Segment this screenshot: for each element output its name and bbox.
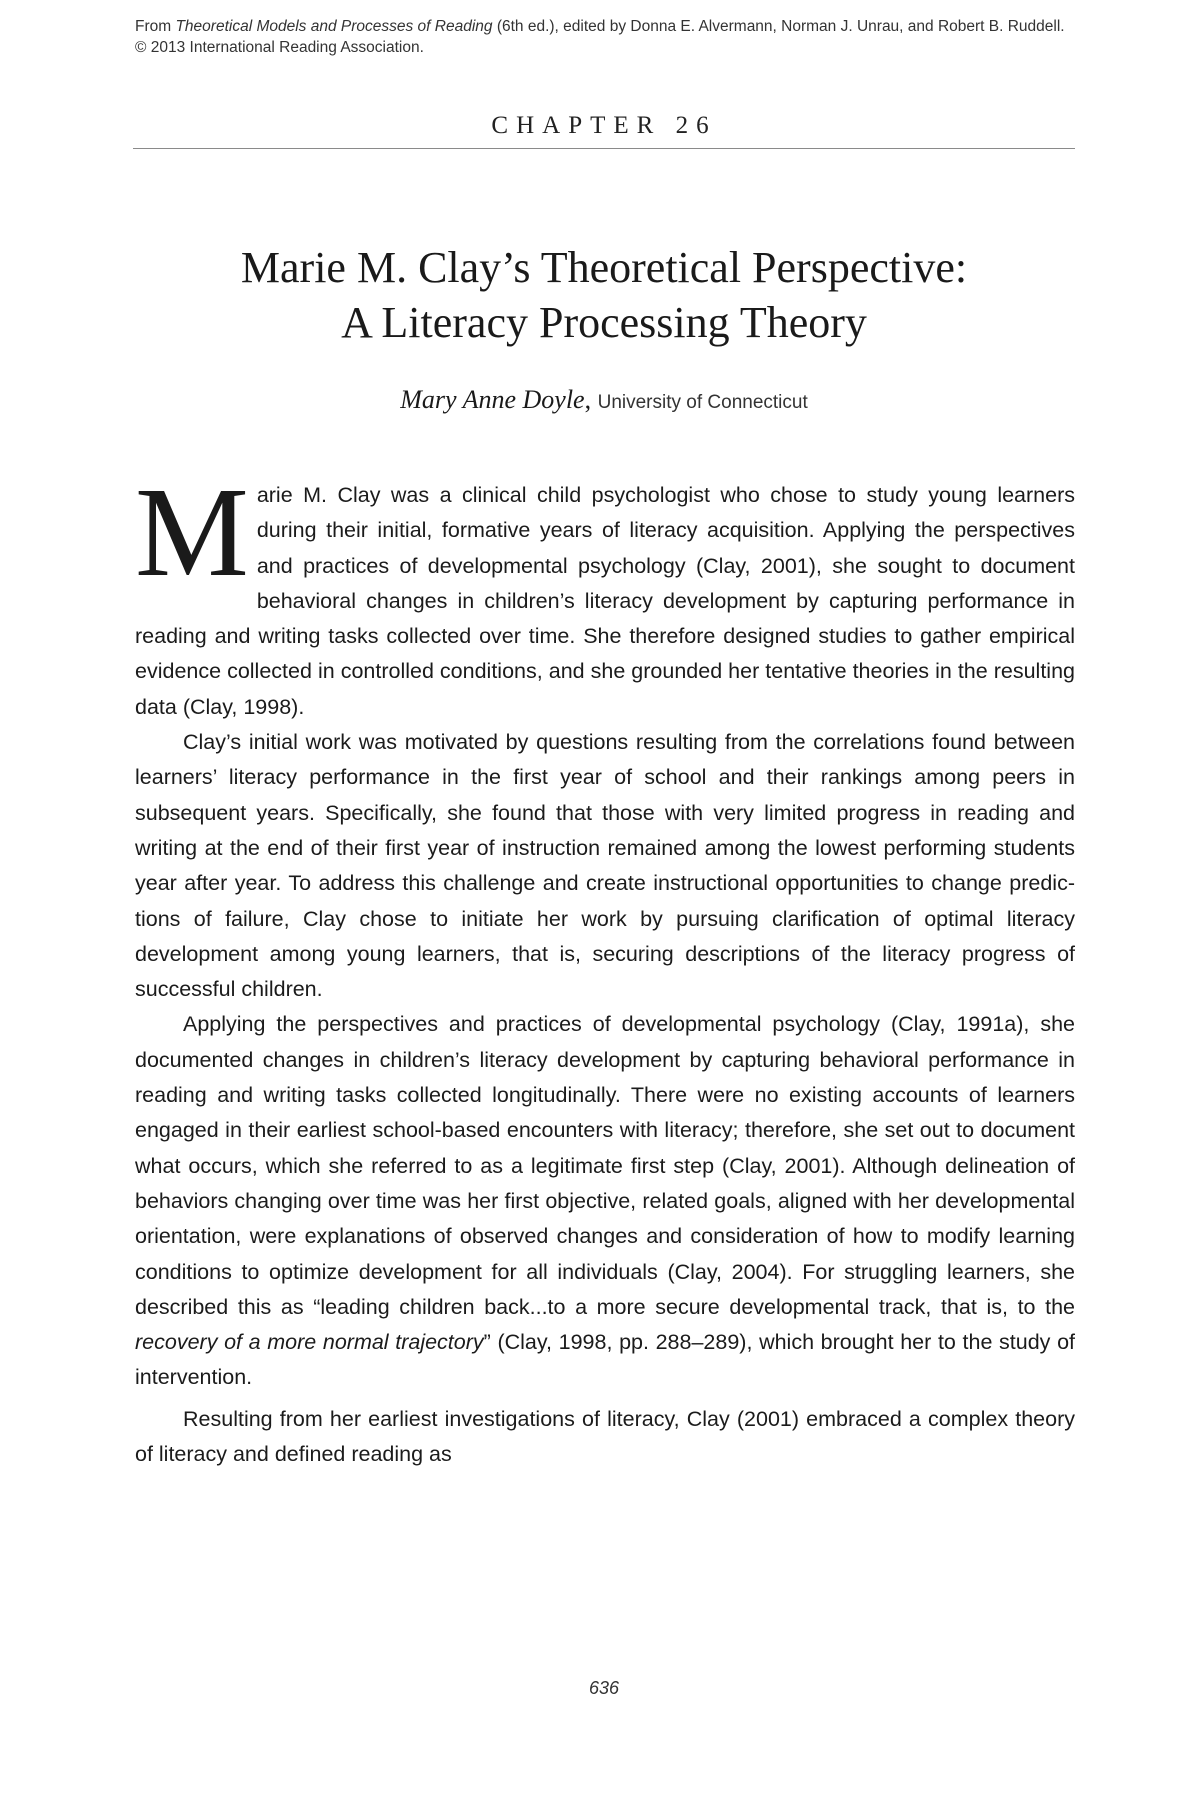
paragraph-1-text: arie M. Clay was a clinical child psychologist who chose to study young learners during their initial, formative years of literacy acquisition. Applying the perspectives and practices of developmental psychology (Clay, 2001), she sought to document behavioral changes in children’s literacy development by capturing performance in reading and writing tasks collected over time. She therefore designed studies to gather empirical evidence collected in controlled conditions, and she grounded her tentative theories in the resulting data (Clay, 1998). [135,483,1075,719]
author-name: Mary Anne Doyle [400,385,585,414]
chapter-rule [133,148,1075,149]
paragraph-4-text: Resulting from her earliest investigations of literacy, Clay (2001) embraced a complex theory of literacy and defined reading as [135,1406,1075,1467]
chapter-label: CHAPTER 26 [491,112,717,139]
paragraph-3-italic: recovery of a more normal trajectory [135,1330,484,1355]
byline [133,385,1075,415]
source-note [135,16,1075,58]
title-line-2: A Literacy Processing Theory [341,298,867,347]
drop-cap: M [135,461,249,603]
paragraph-2-text: Clay’s initial work was motivated by questions resulting from the correlations found between learners’ literacy performance in the first year of school and their rankings among peers in subsequent years. Specifically, she found that those with very limited progress in reading and writing at the end of their first year of instruction remained among the lowest performing students year after year. To address this challenge and create instructional opportunities to change predictions of failure, Clay chose to initiate her work by pursuing clarification of optimal literacy development among young learners, that is, securing descriptions of the literacy progress of successful children. [135,730,1075,1002]
paragraph-3-text-b: ” (Clay, 1998, pp. 288–289), which brought her to the study of intervention. [135,1330,1075,1390]
source-note-suffix: (6th ed.), edited by Donna E. Alvermann, Norman J. Unrau, and Robert B. Ruddell. © 2013 International Reading Association. [135,18,1065,56]
author-affiliation: University of Connecticut [597,392,808,413]
source-book-title: Theoretical Models and Processes of Reading [175,18,493,35]
page-number: 636 [588,1678,620,1698]
paragraph-3 [135,1007,1075,1395]
byline-separator: , [584,385,598,414]
paragraph-4 [135,1402,1075,1473]
source-note-prefix: From [135,18,176,35]
paragraph-2 [135,725,1075,1007]
chapter-title [133,240,1075,350]
title-line-1: Marie M. Clay’s Theoretical Perspective: [240,243,968,292]
paragraph-1 [135,461,1075,725]
paragraph-3-text-a: Applying the perspectives and practices of developmental psychology (Clay, 1991a), she documented changes in children’s literacy development by capturing behavioral performance in reading and writing tasks collected longitudinally. There were no existing accounts of learners engaged in their earliest school-based encounters with literacy; therefore, she set out to document what occurs, which she referred to as a legitimate first step (Clay, 2001). Although delineation of behaviors changing over time was her first objective, related goals, aligned with her developmental orientation, were explanations of observed changes and consideration of how to modify learning conditions to optimize development for all individuals (Clay, 2004). For struggling learners, she described this as “leading children back...to a more secure developmental track, that is, to the [135,1012,1075,1319]
body-text [135,461,1075,1472]
